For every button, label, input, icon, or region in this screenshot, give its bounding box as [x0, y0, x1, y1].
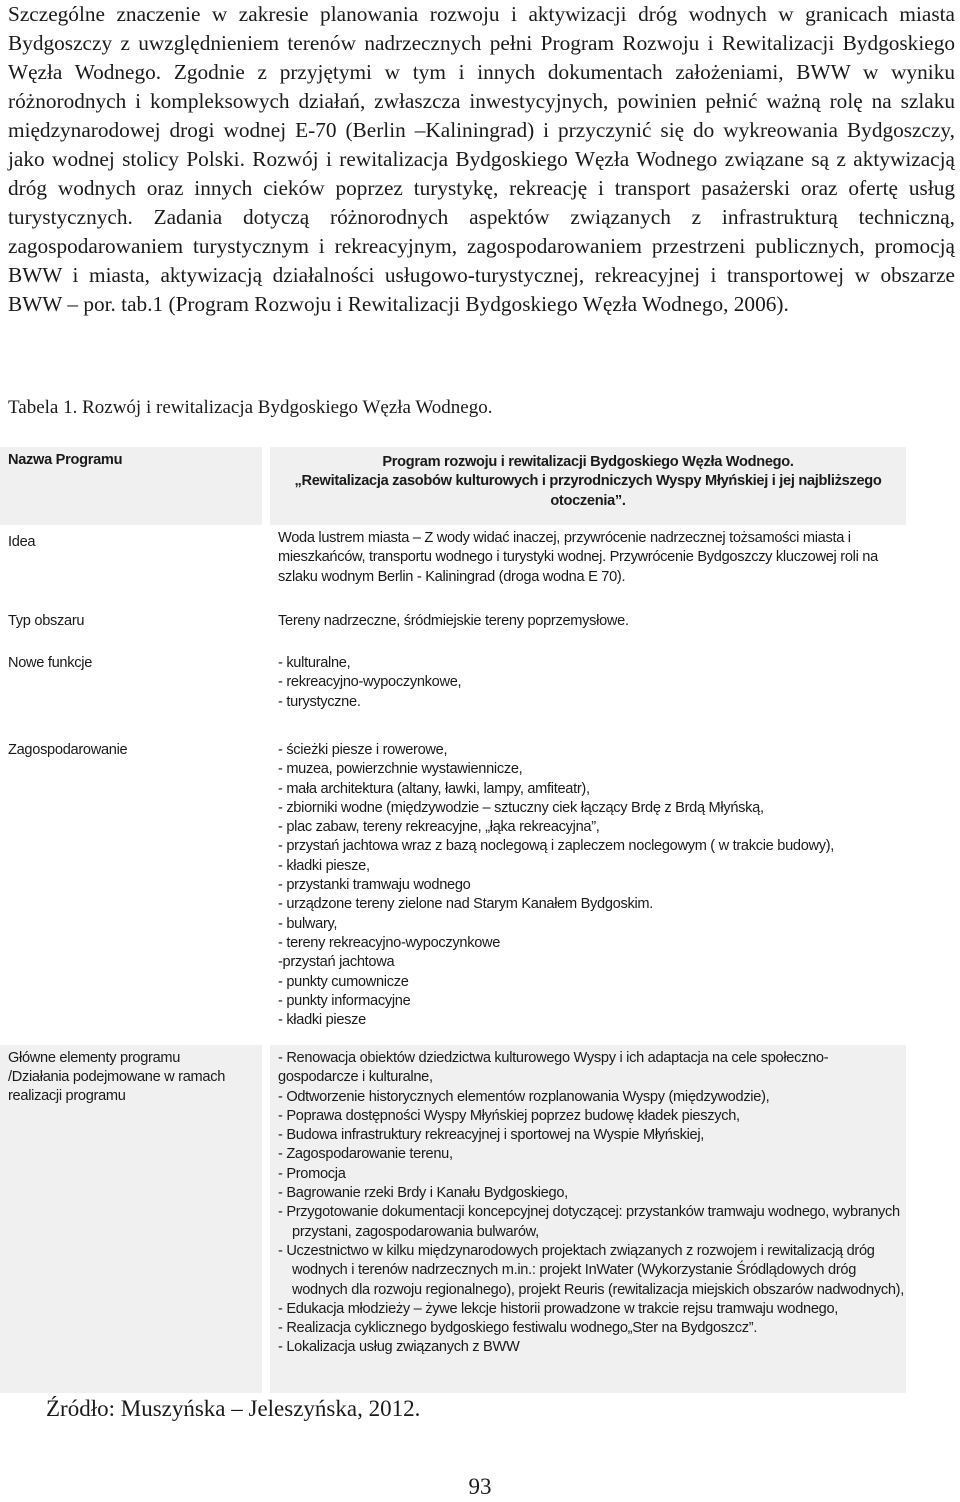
development-item: - przystań jachtowa wraz z bazą noclegową i zapleczem noclegowym ( w trakcie budowy), [278, 838, 835, 855]
development-item: - ścieżki piesze i rowerowe, [278, 742, 448, 758]
idea-label: Idea [8, 534, 36, 550]
development-item: - tereny rekreacyjno-wypoczynkowe [278, 934, 501, 951]
development-item: - bulwary, [278, 915, 338, 932]
table-caption: Tabela 1. Rozwój i rewitalizacja Bydgoskiego Węzła Wodnego. [8, 397, 493, 418]
function-item: - rekreacyjno-wypoczynkowe, [278, 674, 462, 691]
development-item: - kładki piesze, [278, 857, 370, 874]
program-subtitle: „Rewitalizacja zasobów kulturowych i przyrodniczych Wyspy Młyńskiej i jej najbliższego otoczenia”. [294, 473, 882, 509]
functions-label: Nowe funkcje [8, 655, 93, 671]
elements-value-cell [270, 1045, 906, 1393]
element-item: - Odtworzenie historycznych elementów rozplanowania Wyspy (międzywodzie), [278, 1088, 770, 1105]
development-item: - urządzone tereny zielone nad Starym Kanałem Bydgoskim. [278, 896, 653, 913]
element-item: - Edukacja młodzieży – żywe lekcje historii prowadzone w trakcie rejsu tramwaju wodnego, [278, 1300, 839, 1317]
development-item: - punkty cumownicze [278, 973, 409, 990]
development-value-cell [270, 737, 906, 1037]
element-item: - Promocja [278, 1165, 346, 1182]
idea-label-cell [0, 529, 262, 599]
functions-value-cell [270, 650, 906, 710]
table-header-label [0, 447, 262, 525]
element-item: - Uczestnictwo w kilku międzynarodowych projektach związanych z rozwojem i rewitalizacją dróg wodnych i terenów nadrzecznych m.in.: projekt InWater (Wykorzystanie Śródlądowych dróg wodnych dla rozwoju regionalnego), projekt Reuris (rewitalizacja miejskich obszarów nadwodnych), [278, 1242, 905, 1298]
development-item: - punkty informacyjne [278, 992, 411, 1009]
elements-label-cell [0, 1045, 262, 1393]
element-item: - Lokalizacja usług związanych z BWW [278, 1339, 520, 1356]
header-label-text: Nazwa Programu [8, 452, 123, 468]
table-header-value [270, 447, 906, 525]
area-value: Tereny nadrzeczne, śródmiejskie tereny poprzemysłowe. [278, 613, 629, 629]
area-label: Typ obszaru [8, 613, 85, 629]
element-item: - Renowacja obiektów dziedzictwa kulturowego Wyspy i ich adaptacja na cele społeczno- gospodarcze i kulturalne, [278, 1050, 829, 1086]
elements-label: Główne elementy programu /Działania podejmowane w ramach realizacji programu [8, 1050, 226, 1104]
development-label-cell [0, 737, 262, 1037]
element-item: - Zagospodarowanie terenu, [278, 1146, 453, 1163]
source-note: Źródło: Muszyńska – Jeleszyńska, 2012. [46, 1396, 421, 1421]
element-item: - Poprawa dostępności Wyspy Młyńskiej poprzez budowę kładek pieszych, [278, 1107, 740, 1124]
development-item: -przystań jachtowa [278, 954, 395, 971]
page-number: 93 [468, 1474, 492, 1499]
body-paragraph: Szczególne znaczenie w zakresie planowania rozwoju i aktywizacji dróg wodnych w granicach miasta Bydgoszczy z uwzględnieniem terenów nadrzecznych pełni Program Rozwoju i Rewitalizacji Bydgoskiego Węzła Wodnego. Zgodnie z przyjętymi w tym i innych dokumentach założeniami, BWW w wyniku różnorodnych i kompleksowych działań, zwłaszcza inwestycyjnych, powinien pełnić ważną rolę na szlaku międzynarodowej drogi wodnej E-70 (Berlin –Kaliningrad) i przyczynić się do wykreowania Bydgoszczy, jako wodnej stolicy Polski. Rozwój i rewitalizacja Bydgoskiego Węzła Wodnego związane są z aktywizacją dróg wodnych oraz innych cieków poprzez turystykę, rekreację i transport pasażerski oraz ofertę usług turystycznych. Zadania dotyczą różnorodnych aspektów związanych z infrastrukturą techniczną, zagospodarowaniem turystycznym i rekreacyjnym, zagospodarowaniem przestrzeni publicznych, promocją BWW i miasta, aktywizacją działalności usługowo-turystycznej, rekreacyjnej i transportowej w obszarze BWW – por. tab.1 (Program Rozwoju i Rewitalizacji Bydgoskiego Węzła Wodnego, 2006). [8, 2, 955, 316]
development-item: - mała architektura (altany, ławki, lampy, amfiteatr), [278, 780, 590, 797]
area-label-cell [0, 608, 262, 638]
element-item: - Przygotowanie dokumentacji koncepcyjnej dotyczącej: przystanków tramwaju wodnego, wybranych przystani, zagospodarowania bulwarów, [278, 1204, 900, 1240]
function-item: - turystyczne. [278, 693, 361, 710]
program-name: Program rozwoju i rewitalizacji Bydgoskiego Węzła Wodnego. [382, 454, 794, 470]
functions-label-cell [0, 650, 262, 710]
development-item: - przystanki tramwaju wodnego [278, 877, 471, 894]
development-item: - kładki piesze [278, 1012, 366, 1029]
element-item: - Bagrowanie rzeki Brdy i Kanału Bydgoskiego, [278, 1185, 568, 1202]
development-item: - plac zabaw, tereny rekreacyjne, „łąka rekreacyjna”, [278, 819, 600, 836]
development-item: - muzea, powierzchnie wystawiennicze, [278, 761, 523, 778]
idea-value-cell [270, 525, 906, 599]
element-item: - Realizacja cyklicznego bydgoskiego festiwalu wodnego„Ster na Bydgoszcz”. [278, 1320, 758, 1337]
area-value-cell [270, 608, 906, 638]
function-item: - kulturalne, [278, 655, 351, 671]
idea-value: Woda lustrem miasta – Z wody widać inaczej, przywrócenie nadrzecznej tożsamości miasta i mieszkańców, transportu wodnego i turystyki wodnej. Przywrócenie Bydgoszczy kluczowej roli na szlaku wodnym Berlin - Kaliningrad (droga wodna E 70). [278, 530, 878, 585]
element-item: - Budowa infrastruktury rekreacyjnej i sportowej na Wyspie Młyńskiej, [278, 1127, 705, 1144]
development-label: Zagospodarowanie [8, 742, 128, 758]
development-item: - zbiorniki wodne (międzywodzie – sztuczny ciek łączący Brdę z Brdą Młyńską, [278, 799, 764, 816]
